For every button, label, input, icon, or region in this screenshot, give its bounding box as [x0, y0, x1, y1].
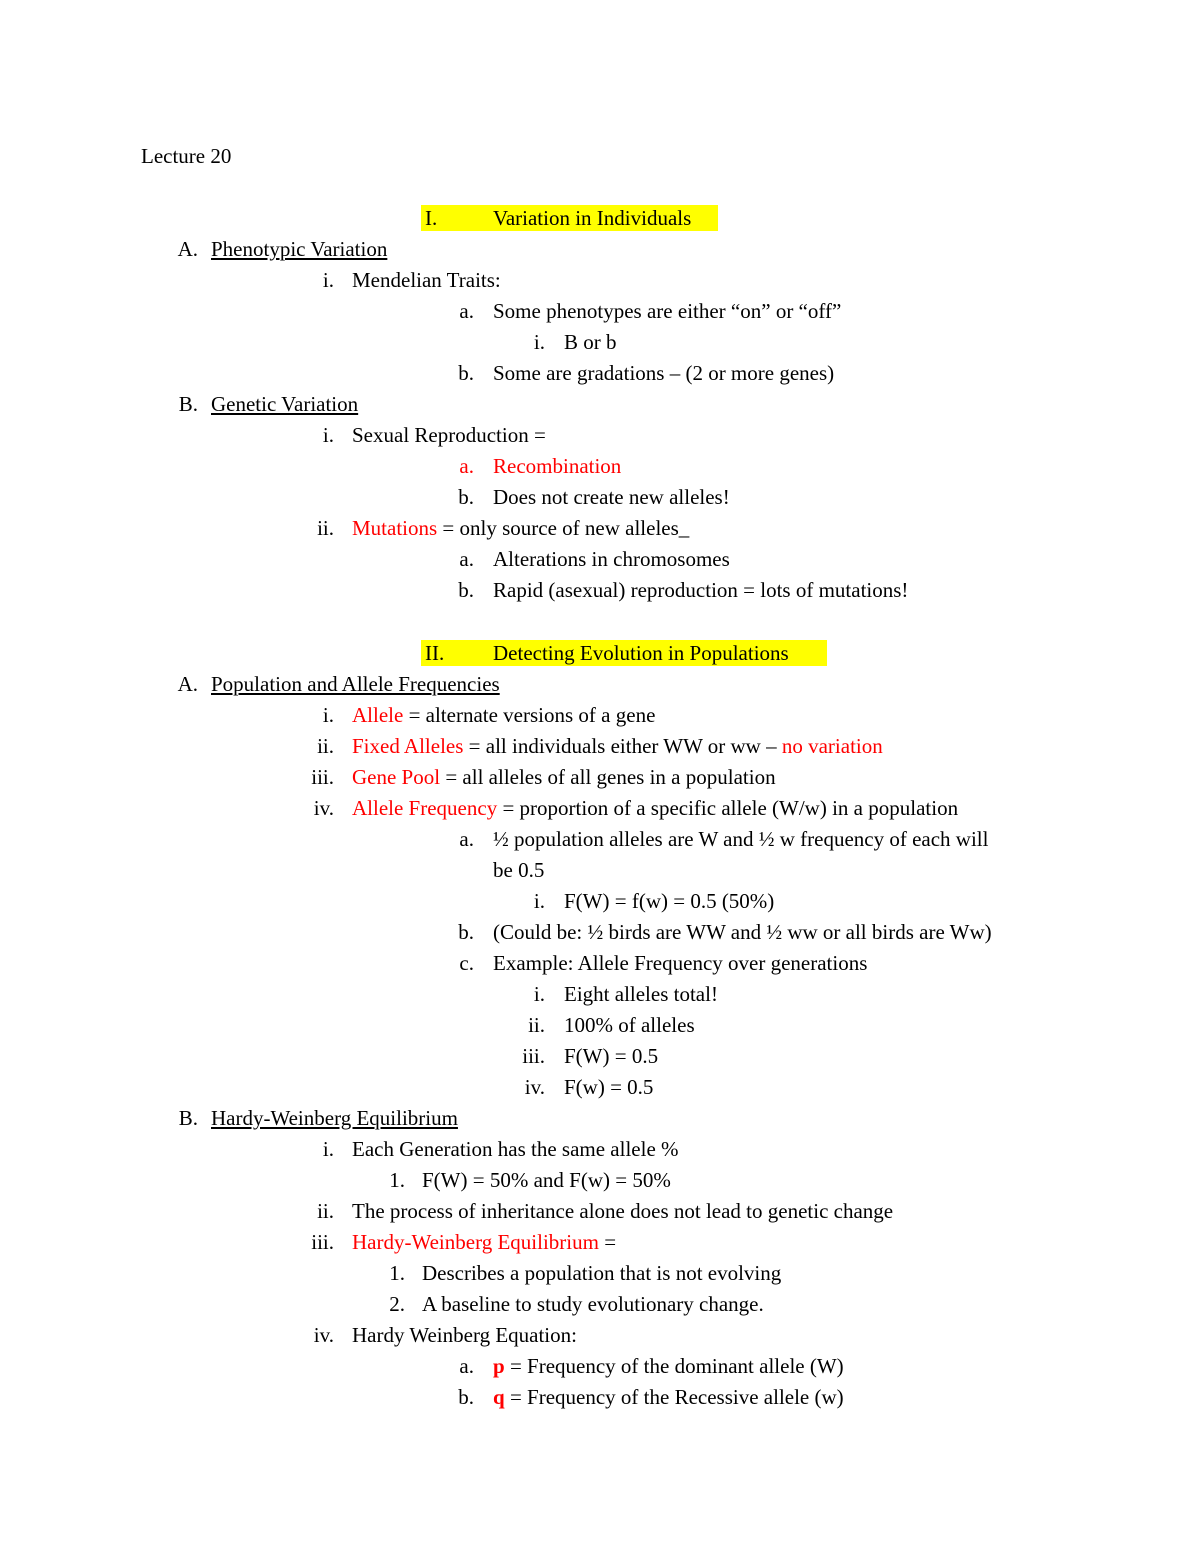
variable-q: q	[493, 1385, 505, 1409]
term: Fixed Alleles	[352, 734, 464, 758]
outline-item: Rapid (asexual) reproduction = lots of mutations!	[493, 578, 909, 602]
outline-marker: A.	[177, 237, 198, 261]
outline-marker: b.	[458, 578, 474, 602]
outline-item: Example: Allele Frequency over generations	[493, 951, 868, 975]
term: Mutations	[352, 516, 438, 540]
outline-marker: i.	[533, 330, 545, 354]
outline-item: ½ population alleles are W and ½ w frequency of each will	[493, 827, 989, 851]
outline-marker: i.	[322, 703, 334, 727]
outline-marker: ii.	[317, 1199, 334, 1223]
outline-item: A baseline to study evolutionary change.	[422, 1292, 764, 1316]
outline-marker: iv.	[313, 1323, 334, 1347]
term: Hardy-Weinberg Equilibrium	[352, 1230, 599, 1254]
outline-item: Alterations in chromosomes	[493, 547, 730, 571]
outline-item	[352, 1230, 616, 1254]
outline-marker: i.	[322, 423, 334, 447]
outline-marker: b.	[458, 1385, 474, 1409]
outline-item: F(W) = 50% and F(w) = 50%	[422, 1168, 671, 1192]
outline-marker: B.	[178, 392, 198, 416]
outline-heading: Genetic Variation	[211, 392, 359, 416]
outline-marker: iii.	[522, 1044, 545, 1068]
definition: = Frequency of the dominant allele (W)	[504, 1354, 844, 1378]
outline-item: Recombination	[493, 454, 622, 478]
outline-marker: i.	[322, 268, 334, 292]
outline-item: (Could be: ½ birds are WW and ½ ww or all birds are Ww)	[493, 920, 992, 944]
outline-marker: 2.	[389, 1292, 405, 1316]
document-title: Lecture 20	[141, 144, 232, 168]
definition: = Frequency of the Recessive allele (w)	[504, 1385, 844, 1409]
outline-item	[352, 765, 776, 789]
outline-marker: B.	[178, 1106, 198, 1130]
outline-heading: Hardy-Weinberg Equilibrium	[211, 1106, 458, 1130]
outline-item	[352, 796, 958, 820]
section-heading-2	[421, 640, 827, 666]
outline-marker: i.	[533, 982, 545, 1006]
outline-item	[352, 703, 655, 727]
outline-marker: a.	[459, 827, 474, 851]
outline-marker: iv.	[524, 1075, 545, 1099]
outline-item: Some are gradations – (2 or more genes)	[493, 361, 835, 385]
outline-marker: b.	[458, 361, 474, 385]
section-title: Variation in Individuals	[493, 206, 692, 230]
outline-marker: A.	[177, 672, 198, 696]
definition: = all alleles of all genes in a population	[440, 765, 776, 789]
outline-item	[352, 516, 689, 540]
section-number: II.	[425, 641, 445, 665]
outline-marker: iv.	[313, 796, 334, 820]
outline-item: Mendelian Traits:	[352, 268, 501, 292]
outline-item: F(W) = f(w) = 0.5 (50%)	[564, 889, 775, 913]
outline-marker: a.	[459, 1354, 474, 1378]
outline-item	[493, 1354, 844, 1378]
term: no variation	[781, 734, 883, 758]
outline-marker: ii.	[317, 734, 334, 758]
outline-marker: iii.	[311, 1230, 334, 1254]
outline-item: B or b	[564, 330, 617, 354]
outline-marker: 1.	[389, 1261, 405, 1285]
outline-marker: i.	[533, 889, 545, 913]
outline-item: Describes a population that is not evolving	[422, 1261, 782, 1285]
term: Gene Pool	[352, 765, 441, 789]
definition: = alternate versions of a gene	[403, 703, 656, 727]
outline-marker: a.	[459, 454, 474, 478]
outline-heading: Phenotypic Variation	[211, 237, 388, 261]
outline-item: Eight alleles total!	[564, 982, 718, 1006]
outline-item: F(w) = 0.5	[564, 1075, 654, 1099]
section-title: Detecting Evolution in Populations	[493, 641, 789, 665]
outline-item: The process of inheritance alone does not lead to genetic change	[352, 1199, 894, 1223]
outline-item	[493, 1385, 844, 1409]
section-heading-1	[421, 205, 718, 231]
outline-item: Hardy Weinberg Equation:	[352, 1323, 577, 1347]
outline-marker: a.	[459, 547, 474, 571]
outline-marker: ii.	[528, 1013, 545, 1037]
outline-item: 100% of alleles	[564, 1013, 695, 1037]
outline-item	[352, 734, 883, 758]
definition: = all individuals either WW or ww –	[463, 734, 782, 758]
outline-item: Sexual Reproduction =	[352, 423, 546, 447]
term: Allele Frequency	[352, 796, 498, 820]
term: Allele	[352, 703, 404, 727]
outline-item: Each Generation has the same allele %	[352, 1137, 679, 1161]
outline-marker: 1.	[389, 1168, 405, 1192]
outline-marker: i.	[322, 1137, 334, 1161]
outline-marker: a.	[459, 299, 474, 323]
section-number: I.	[425, 206, 438, 230]
definition: =	[598, 1230, 617, 1254]
outline-item-continued: be 0.5	[493, 858, 545, 882]
outline-marker: b.	[458, 920, 474, 944]
variable-p: p	[493, 1354, 505, 1378]
outline-item: Some phenotypes are either “on” or “off”	[493, 299, 842, 323]
outline-item: Does not create new alleles!	[493, 485, 730, 509]
outline-heading: Population and Allele Frequencies	[211, 672, 500, 696]
definition: = only source of new alleles_	[437, 516, 690, 540]
definition: = proportion of a specific allele (W/w) in a population	[497, 796, 959, 820]
outline-marker: ii.	[317, 516, 334, 540]
outline-marker: c.	[459, 951, 474, 975]
outline-item: F(W) = 0.5	[564, 1044, 659, 1068]
outline-marker: b.	[458, 485, 474, 509]
outline-marker: iii.	[311, 765, 334, 789]
